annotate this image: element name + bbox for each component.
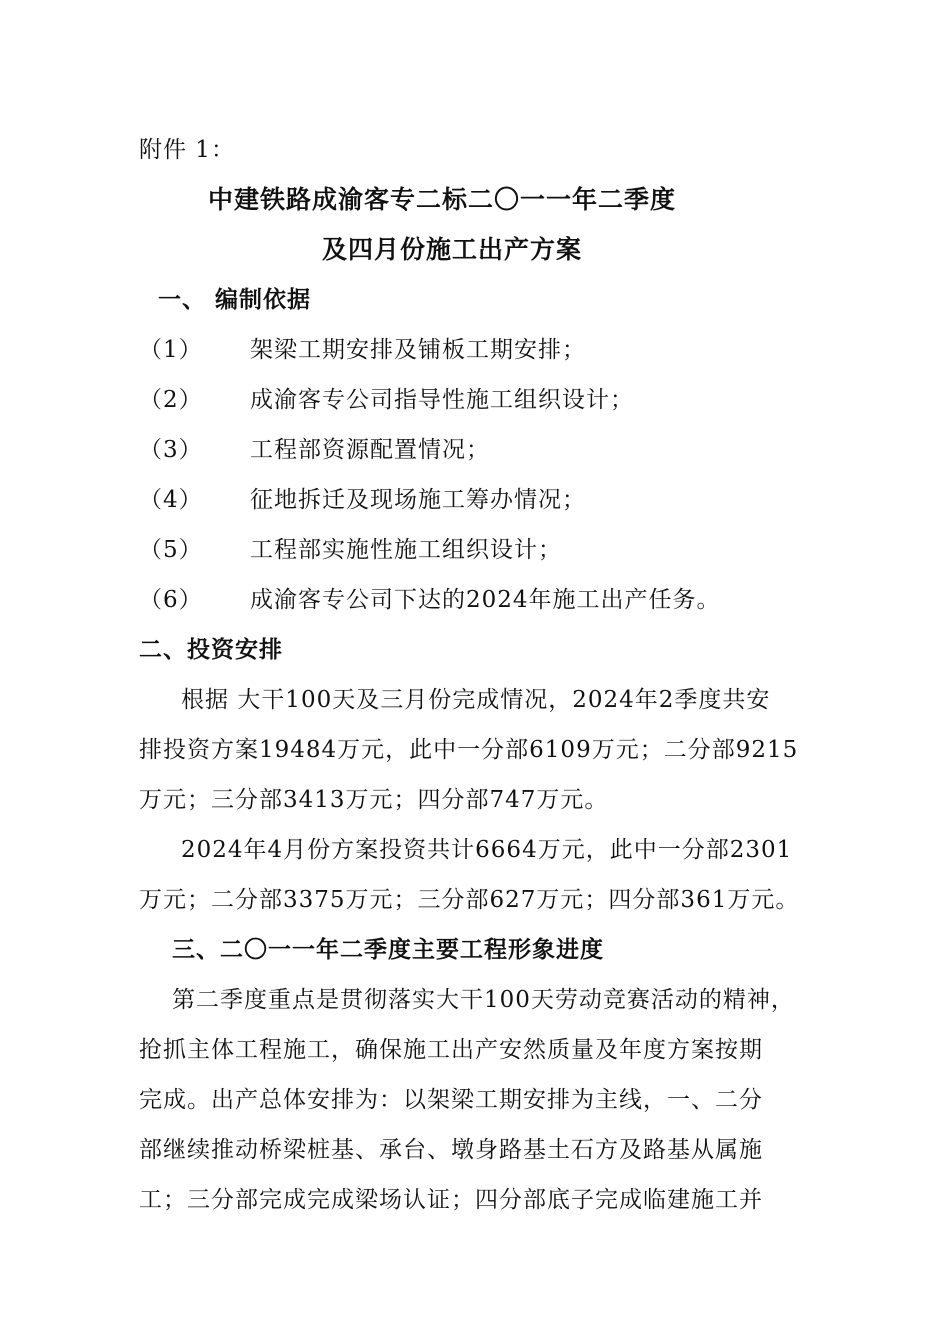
paragraph-line: 万元；三分部3413万元；四分部747万元。 <box>139 787 609 813</box>
paragraph-line: 第二季度重点是贯彻落实大干100天劳动竞赛活动的精神， <box>172 987 795 1013</box>
list-item-number: （5） <box>139 537 203 563</box>
paragraph-line: 排投资方案19484万元，此中一分部6109万元；二分部9215 <box>139 737 799 763</box>
title-line-1: 中建铁路成渝客专二标二〇一一年二季度 <box>208 185 677 214</box>
section-3-heading: 三、二〇一一年二季度主要工程形象进度 <box>172 937 604 963</box>
paragraph-line: 工；三分部完成完成梁场认证；四分部底子完成临建施工并 <box>139 1187 763 1213</box>
paragraph-line: 万元；二分部3375万元；三分部627万元；四分部361万元。 <box>139 887 800 913</box>
list-item-text: 成渝客专公司指导性施工组织设计； <box>250 387 634 413</box>
list-item-number: （2） <box>139 387 203 413</box>
list-item-text: 架梁工期安排及铺板工期安排； <box>250 337 586 363</box>
list-item-number: （3） <box>139 437 203 463</box>
paragraph-line: 完成。出产总体安排为：以架梁工期安排为主线，一、二分 <box>139 1087 763 1113</box>
paragraph-line: 2024年4月份方案投资共计6664万元，此中一分部2301 <box>181 837 793 863</box>
attachment-label: 附件 1： <box>139 137 235 163</box>
section-1-heading: 一、 编制依据 <box>158 287 312 313</box>
paragraph-line: 根据 大干100天及三月份完成情况，2024年2季度共安 <box>181 687 771 713</box>
list-item-text: 成渝客专公司下达的2024年施工出产任务。 <box>250 587 721 613</box>
list-item-text: 工程部资源配置情况； <box>250 437 490 463</box>
list-item-number: （4） <box>139 487 203 513</box>
title-line-2: 及四月份施工出产方案 <box>322 235 583 264</box>
paragraph-line: 抢抓主体工程施工，确保施工出产安然质量及年度方案按期 <box>139 1037 763 1063</box>
section-2-heading: 二、投资安排 <box>139 637 283 663</box>
list-item-number: （1） <box>139 337 203 363</box>
list-item-text: 工程部实施性施工组织设计； <box>250 537 562 563</box>
paragraph-line: 部继续推动桥梁桩基、承台、墩身路基土石方及路基从属施 <box>139 1137 763 1163</box>
list-item-number: （6） <box>139 587 203 613</box>
list-item-text: 征地拆迁及现场施工筹办情况； <box>250 487 586 513</box>
